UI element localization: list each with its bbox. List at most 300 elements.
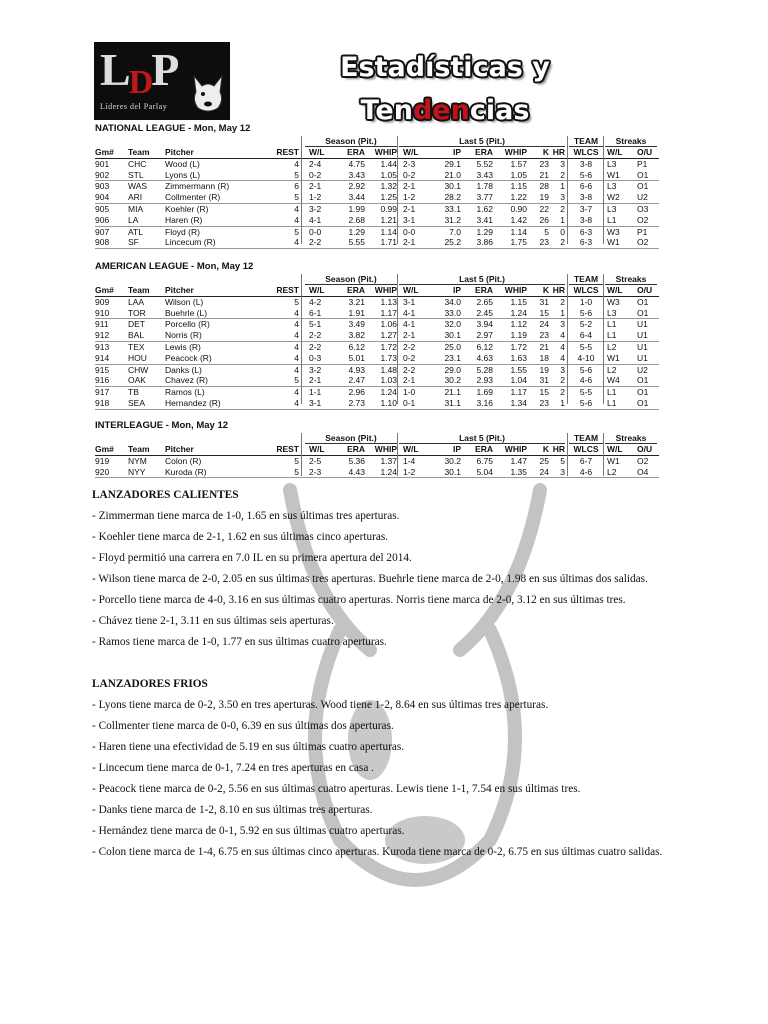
table-cell: O2: [637, 455, 649, 466]
table-cell: 909: [95, 296, 110, 307]
table-cell: 3.77: [476, 192, 493, 203]
table-cell: 4: [294, 397, 299, 408]
column-header: K: [542, 444, 549, 454]
table-cell: 2: [560, 169, 565, 180]
table-cell: 1.57: [510, 158, 527, 169]
table-cell: Buehrle (L): [165, 307, 208, 318]
table-cell: 3.41: [476, 214, 493, 225]
table-row: [95, 387, 659, 398]
table-cell: 1.29: [348, 226, 365, 237]
column-divider: [301, 136, 302, 244]
table-cell: ATL: [128, 226, 143, 237]
table-cell: L1: [607, 397, 617, 408]
column-header: ERA: [475, 444, 493, 454]
table-cell: 5-5: [579, 387, 593, 398]
table-cell: 1: [560, 307, 565, 318]
table-cell: 15: [539, 307, 549, 318]
table-cell: 1.21: [380, 214, 397, 225]
table-cell: 4.63: [476, 352, 493, 363]
table-cell: 4.43: [348, 466, 365, 477]
table-cell: 0-3: [309, 352, 322, 363]
column-header: W/L: [607, 147, 623, 157]
column-header: WLCS: [573, 285, 599, 295]
table-cell: 2-1: [309, 375, 322, 386]
column-header: Team: [128, 285, 150, 295]
table-row: [95, 159, 659, 170]
table-cell: 902: [95, 169, 110, 180]
table-cell: 26: [539, 214, 549, 225]
table-cell: 2-2: [309, 330, 322, 341]
column-header: W/L: [309, 444, 325, 454]
table-cell: 1.13: [380, 296, 397, 307]
table-cell: 4-1: [403, 319, 416, 330]
table-cell: NYM: [128, 455, 147, 466]
hot-pitcher-note: - Floyd permitió una carrera en 7.0 IL en su primera apertura del 2014.: [92, 552, 412, 564]
table-cell: LA: [128, 214, 139, 225]
column-divider: [567, 274, 568, 404]
table-cell: 3-2: [309, 203, 322, 214]
table-row: [95, 215, 659, 227]
column-header: HR: [552, 285, 565, 295]
table-row: [95, 227, 659, 238]
hot-heading: LANZADORES CALIENTES: [92, 489, 239, 501]
table-cell: 4-6: [579, 466, 593, 477]
table-cell: 5: [294, 466, 299, 477]
table-cell: 2-3: [403, 158, 416, 169]
table-cell: 1: [560, 181, 565, 192]
column-divider: [397, 433, 398, 476]
table-row: [95, 170, 659, 182]
hot-pitcher-note: - Porcello tiene marca de 4-0, 3.16 en sus últimas cuatro aperturas. Norris tiene marca de 2-0, 3.12 en sus últimas tres.: [92, 594, 626, 606]
table-cell: 31.1: [444, 397, 461, 408]
commentary: [92, 485, 692, 863]
table-cell: 2-1: [403, 330, 416, 341]
table-cell: 0-2: [403, 352, 416, 363]
table-cell: 5-6: [579, 307, 593, 318]
cold-pitcher-note: - Collmenter tiene marca de 0-0, 6.39 en sus últimas dos aperturas.: [92, 720, 394, 732]
column-header: WHIP: [374, 147, 397, 157]
table-cell: 6: [294, 181, 299, 192]
table-cell: O1: [637, 375, 649, 386]
table-cell: 30.1: [444, 181, 461, 192]
table-cell: 5-6: [579, 169, 593, 180]
table-cell: 31: [539, 375, 549, 386]
table-cell: 1.75: [510, 237, 527, 248]
table-cell: 1-1: [309, 387, 322, 398]
table-cell: 1.25: [380, 192, 397, 203]
table-cell: 23.1: [444, 352, 461, 363]
table-cell: O2: [637, 214, 649, 225]
group-label: Season (Pit.): [305, 136, 397, 147]
column-header: REST: [276, 444, 299, 454]
table-cell: 0-2: [403, 169, 416, 180]
table-cell: 2-5: [309, 455, 322, 466]
column-header: Pitcher: [165, 147, 194, 157]
table-cell: 3.43: [476, 169, 493, 180]
table-cell: 1.35: [510, 466, 527, 477]
table-cell: 1.10: [380, 397, 397, 408]
table-cell: 1: [560, 214, 565, 225]
column-header: Pitcher: [165, 444, 194, 454]
table-cell: L3: [607, 158, 617, 169]
table-cell: Lyons (L): [165, 169, 201, 180]
table-cell: 1.32: [380, 181, 397, 192]
table-cell: 0: [560, 226, 565, 237]
table-cell: 1.15: [510, 181, 527, 192]
table-cell: 1-2: [403, 466, 416, 477]
column-header: W/L: [403, 147, 419, 157]
table-cell: 2-2: [403, 364, 416, 375]
table-cell: 33.1: [444, 203, 461, 214]
table-cell: L1: [607, 387, 617, 398]
table-cell: 2-1: [403, 375, 416, 386]
table-cell: 0.99: [380, 203, 397, 214]
table-cell: 4-1: [309, 214, 322, 225]
table-cell: P1: [637, 158, 648, 169]
column-header-row: [95, 285, 659, 297]
table-cell: 24: [539, 466, 549, 477]
table-cell: 3.16: [476, 397, 493, 408]
column-divider: [567, 136, 568, 244]
table-cell: 1.27: [380, 330, 397, 341]
table-cell: Wilson (L): [165, 296, 204, 307]
table-row: [95, 330, 659, 342]
table-row: [95, 398, 659, 410]
group-label: Streaks: [605, 136, 657, 147]
table-cell: 3-8: [579, 158, 593, 169]
table-cell: MIA: [128, 203, 144, 214]
table-cell: 1-0: [579, 296, 593, 307]
table-cell: U1: [637, 352, 648, 363]
group-label: TEAM: [569, 433, 603, 444]
table-cell: 905: [95, 203, 110, 214]
table-cell: 6-6: [579, 181, 593, 192]
table-cell: 2-1: [309, 181, 322, 192]
table-cell: 30.2: [444, 455, 461, 466]
column-header: K: [542, 285, 549, 295]
table-cell: 5-2: [579, 319, 593, 330]
table-cell: 1.03: [380, 375, 397, 386]
table-cell: 4: [294, 214, 299, 225]
hot-pitcher-note: - Koehler tiene marca de 2-1, 1.62 en sus últimas cinco aperturas.: [92, 531, 389, 543]
hot-pitcher-note: - Wilson tiene marca de 2-0, 2.05 en sus últimas tres aperturas. Buehrle tiene marca de 2-0, 1.98 en sus últimas dos salidas.: [92, 573, 648, 585]
table-cell: L3: [607, 203, 617, 214]
column-header-row: [95, 444, 659, 456]
table-cell: 0-1: [403, 397, 416, 408]
group-header: [95, 136, 659, 147]
table-cell: 2-2: [309, 341, 322, 352]
column-header: IP: [452, 444, 461, 454]
table-cell: P1: [637, 226, 648, 237]
table-cell: 34.0: [444, 296, 461, 307]
cold-pitcher-note: - Colon tiene marca de 1-4, 6.75 en sus últimas cinco aperturas. Kuroda tiene marca de 0-2, 6.75 en sus últimas cuatro salidas.: [92, 846, 663, 858]
table-cell: 3.21: [348, 296, 365, 307]
page-title: Estadísticas y Tendencias: [340, 52, 550, 126]
table-cell: 1.71: [380, 237, 397, 248]
column-header: W/L: [607, 285, 623, 295]
column-header: W/L: [309, 147, 325, 157]
table-cell: 3: [560, 319, 565, 330]
table-cell: 3.44: [348, 192, 365, 203]
table-cell: 4: [294, 352, 299, 363]
column-header: W/L: [403, 444, 419, 454]
table-cell: 0-0: [309, 226, 322, 237]
table-cell: 1.69: [476, 387, 493, 398]
table-cell: 6-3: [579, 226, 593, 237]
table-row: [95, 308, 659, 320]
table-cell: W3: [607, 226, 620, 237]
table-cell: 3-1: [309, 397, 322, 408]
table-row: [95, 375, 659, 387]
table-cell: Floyd (R): [165, 226, 200, 237]
group-label: Last 5 (Pit.): [399, 274, 565, 285]
table-cell: 5-5: [579, 341, 593, 352]
table-cell: 4: [294, 364, 299, 375]
table-cell: 5.52: [476, 158, 493, 169]
table-cell: 5-1: [309, 319, 322, 330]
table-cell: 917: [95, 387, 110, 398]
column-header: Team: [128, 444, 150, 454]
column-header: WLCS: [573, 147, 599, 157]
table-row: [95, 467, 659, 479]
cold-pitcher-note: - Lyons tiene marca de 0-2, 3.50 en tres aperturas. Wood tiene 1-2, 8.64 en sus últimas tres aperturas.: [92, 699, 549, 711]
table-row: [95, 319, 659, 330]
table-cell: U2: [637, 364, 648, 375]
group-header: [95, 274, 659, 285]
table-cell: 903: [95, 181, 110, 192]
table-cell: 30.1: [444, 466, 461, 477]
table-cell: 1.24: [380, 466, 397, 477]
table-cell: Peacock (R): [165, 352, 212, 363]
table-row: [95, 353, 659, 365]
column-divider: [301, 433, 302, 476]
table-cell: 3-7: [579, 203, 593, 214]
table-cell: 1.63: [510, 352, 527, 363]
table-cell: 911: [95, 319, 109, 330]
column-header: WHIP: [504, 444, 527, 454]
table-cell: 0-2: [309, 169, 322, 180]
table-cell: 6-1: [309, 307, 322, 318]
table-cell: 2-2: [403, 341, 416, 352]
table-cell: 23: [539, 158, 549, 169]
table-cell: 5: [560, 455, 565, 466]
column-header: Gm#: [95, 285, 114, 295]
table-cell: 914: [95, 352, 110, 363]
table-cell: 21.1: [444, 387, 461, 398]
table-cell: 4: [294, 387, 299, 398]
table-cell: 1.42: [510, 214, 527, 225]
table-cell: W1: [607, 169, 620, 180]
table-cell: Wood (L): [165, 158, 200, 169]
column-divider: [397, 274, 398, 404]
table-cell: 4: [560, 330, 565, 341]
table-cell: 1.12: [510, 319, 527, 330]
table-cell: 4: [560, 352, 565, 363]
table-cell: 24: [539, 319, 549, 330]
table-cell: O1: [637, 181, 649, 192]
table-cell: BAL: [128, 330, 145, 341]
cold-pitcher-note: - Lincecum tiene marca de 0-1, 7.24 en tres aperturas en casa .: [92, 762, 374, 774]
table-cell: 2.47: [348, 375, 365, 386]
table-cell: 5-6: [579, 364, 593, 375]
table-cell: 5.01: [348, 352, 365, 363]
table-cell: 2.93: [476, 375, 493, 386]
table-cell: 2.45: [476, 307, 493, 318]
table-cell: 21: [539, 169, 549, 180]
column-header: ERA: [347, 444, 365, 454]
column-divider: [603, 136, 604, 244]
table-cell: 920: [95, 466, 110, 477]
table-cell: ARI: [128, 192, 143, 203]
table-cell: L2: [607, 466, 617, 477]
table-cell: Colon (R): [165, 455, 202, 466]
table-cell: 29.1: [444, 158, 461, 169]
table-cell: 912: [95, 330, 110, 341]
table-cell: NYY: [128, 466, 146, 477]
table-cell: U1: [637, 341, 648, 352]
table-cell: 1-2: [403, 192, 416, 203]
table-cell: 2: [560, 387, 565, 398]
table-cell: 1.14: [380, 226, 397, 237]
column-header: WLCS: [573, 444, 599, 454]
table-cell: TOR: [128, 307, 146, 318]
table-cell: 31.2: [444, 214, 461, 225]
table-cell: W1: [607, 237, 620, 248]
column-header: REST: [276, 147, 299, 157]
table-cell: Norris (R): [165, 330, 202, 341]
table-cell: 23: [539, 237, 549, 248]
table-cell: 0.90: [510, 203, 527, 214]
table-cell: CHW: [128, 364, 149, 375]
table-cell: 4-6: [579, 375, 593, 386]
table-cell: 2: [560, 237, 565, 248]
table-cell: 5: [294, 455, 299, 466]
table-cell: W2: [607, 192, 620, 203]
table-cell: 2: [560, 203, 565, 214]
table-cell: 1.14: [510, 226, 527, 237]
table-cell: 901: [95, 158, 110, 169]
table-cell: 908: [95, 237, 110, 248]
table-cell: U2: [637, 192, 648, 203]
hot-pitcher-note: - Chávez tiene 2-1, 3.11 en sus últimas seis aperturas.: [92, 615, 334, 627]
table-cell: 904: [95, 192, 110, 203]
table-cell: 2.96: [348, 387, 365, 398]
table-cell: 21: [539, 341, 549, 352]
table-row: [95, 456, 659, 467]
table-cell: U1: [637, 319, 648, 330]
table-cell: 1.55: [510, 364, 527, 375]
table-cell: Hernandez (R): [165, 397, 221, 408]
table-cell: HOU: [128, 352, 147, 363]
table-cell: 2.65: [476, 296, 493, 307]
column-header: IP: [452, 147, 461, 157]
table-row: [95, 237, 659, 249]
table-cell: 29.0: [444, 364, 461, 375]
table-cell: 33.0: [444, 307, 461, 318]
table-cell: 1.99: [348, 203, 365, 214]
table-cell: 1.47: [510, 455, 527, 466]
table-cell: 2: [560, 375, 565, 386]
table-cell: 6.75: [476, 455, 493, 466]
table-cell: 5: [544, 226, 549, 237]
table-cell: 3: [560, 364, 565, 375]
table-cell: Ramos (L): [165, 387, 205, 398]
table-cell: 6-7: [579, 455, 593, 466]
table-cell: 2.97: [476, 330, 493, 341]
table-cell: U1: [637, 330, 648, 341]
column-header-row: [95, 147, 659, 159]
table-cell: 1.29: [476, 226, 493, 237]
table-cell: 1.22: [510, 192, 527, 203]
column-header: WHIP: [504, 147, 527, 157]
table-title: NATIONAL LEAGUE - Mon, May 12: [95, 123, 251, 134]
table-cell: Porcello (R): [165, 319, 210, 330]
table-cell: 2-3: [309, 466, 322, 477]
table-cell: 4: [294, 341, 299, 352]
table-cell: 4: [294, 237, 299, 248]
table-cell: Lewis (R): [165, 341, 201, 352]
table-cell: 5: [294, 375, 299, 386]
table-cell: 3.43: [348, 169, 365, 180]
table-cell: Haren (R): [165, 214, 203, 225]
table-cell: 4.75: [348, 158, 365, 169]
table-cell: 918: [95, 397, 110, 408]
table-cell: 2-4: [309, 158, 322, 169]
column-divider: [301, 274, 302, 404]
column-header: Gm#: [95, 147, 114, 157]
table-cell: TEX: [128, 341, 145, 352]
table-cell: 3-2: [309, 364, 322, 375]
table-cell: 1.72: [510, 341, 527, 352]
column-header: WHIP: [374, 285, 397, 295]
table-cell: 1.04: [510, 375, 527, 386]
table-cell: 25.0: [444, 341, 461, 352]
group-header: [95, 433, 659, 444]
table-cell: LAA: [128, 296, 145, 307]
table-cell: 4-1: [403, 307, 416, 318]
table-cell: 5-6: [579, 397, 593, 408]
table-cell: Zimmermann (R): [165, 181, 230, 192]
table-cell: 6.12: [476, 341, 493, 352]
table-cell: 23: [539, 330, 549, 341]
table-cell: 3.49: [348, 319, 365, 330]
table-cell: 1.19: [510, 330, 527, 341]
table-row: [95, 181, 659, 192]
table-cell: 2-1: [403, 181, 416, 192]
table-cell: 1.72: [380, 341, 397, 352]
table-cell: 6-3: [579, 237, 593, 248]
table-cell: L2: [607, 364, 617, 375]
table-cell: L1: [607, 330, 617, 341]
table-row: [95, 365, 659, 376]
group-label: Last 5 (Pit.): [399, 136, 565, 147]
table-cell: 7.0: [449, 226, 461, 237]
table-cell: O1: [637, 169, 649, 180]
table-cell: 1.06: [380, 319, 397, 330]
table-title: AMERICAN LEAGUE - Mon, May 12: [95, 261, 254, 272]
table-cell: 915: [95, 364, 110, 375]
table-cell: 1-0: [403, 387, 416, 398]
cold-pitcher-note: - Danks tiene marca de 1-2, 8.10 en sus últimas tres aperturas.: [92, 804, 373, 816]
table-cell: SF: [128, 237, 139, 248]
table-cell: 22: [539, 203, 549, 214]
table-row: [95, 342, 659, 353]
bull-terrier-icon: [188, 72, 228, 114]
table-cell: 1.17: [380, 307, 397, 318]
cold-pitcher-note: - Haren tiene una efectividad de 5.19 en sus últimas cuatro aperturas.: [92, 741, 405, 753]
table-cell: 3.86: [476, 237, 493, 248]
column-header: Gm#: [95, 444, 114, 454]
